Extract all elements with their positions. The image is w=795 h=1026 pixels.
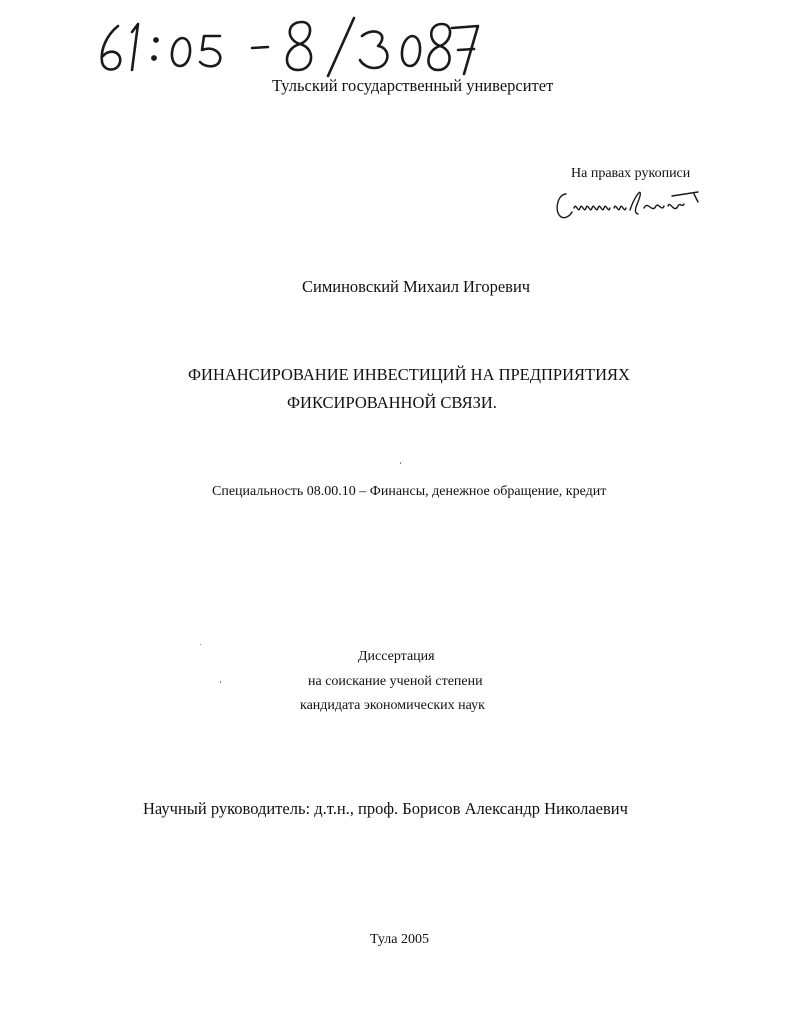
degree-purpose-line: на соискание ученой степени	[308, 674, 483, 689]
degree-name-line: кандидата экономических наук	[300, 698, 485, 713]
dissertation-label: Диссертация	[358, 649, 435, 664]
specialty-line: Специальность 08.00.10 – Финансы, денежное обращение, кредит	[212, 484, 607, 499]
scan-speck	[200, 644, 201, 645]
archive-number-handwritten	[92, 14, 482, 84]
author-signature	[552, 184, 702, 224]
author-name: Симиновский Михаил Игоревич	[302, 277, 531, 296]
dissertation-title-line-2: ФИКСИРОВАННОЙ СВЯЗИ.	[287, 393, 497, 412]
dissertation-title-line-1: ФИНАНСИРОВАНИЕ ИНВЕСТИЦИЙ НА ПРЕДПРИЯТИЯХ	[188, 365, 630, 384]
scan-speck	[400, 462, 401, 464]
rights-note: На правах рукописи	[571, 166, 691, 181]
scientific-advisor: Научный руководитель: д.т.н., проф. Борисов Александр Николаевич	[143, 799, 628, 818]
university-name: Тульский государственный университет	[272, 76, 554, 95]
scan-speck	[220, 681, 221, 683]
city-year: Тула 2005	[370, 932, 429, 947]
